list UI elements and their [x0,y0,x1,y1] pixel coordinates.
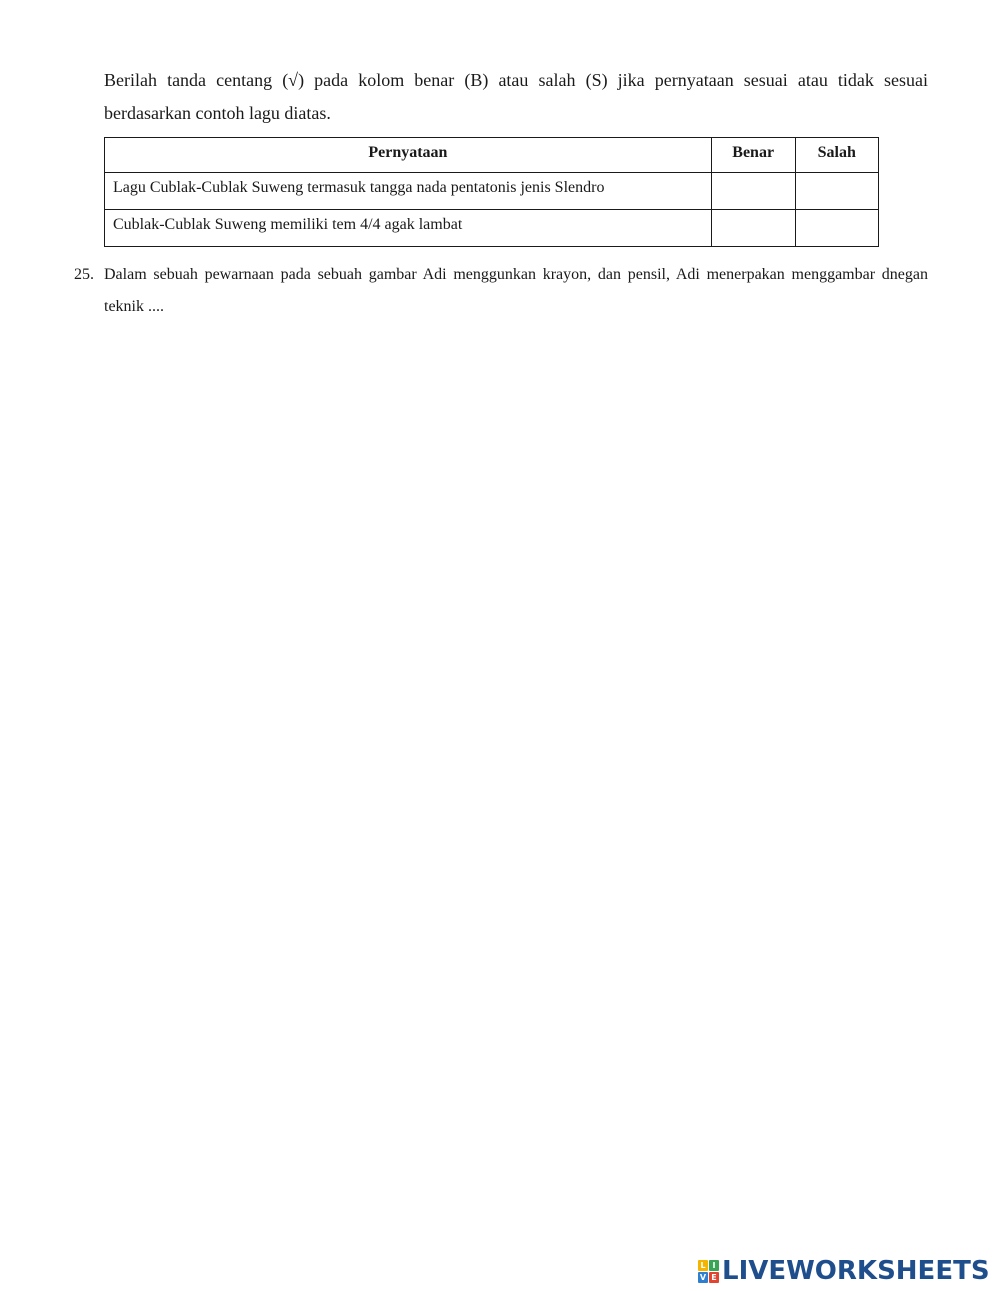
logo-mark-icon [698,1260,719,1283]
salah-checkbox-cell[interactable] [795,173,878,210]
table-header-row [105,138,879,173]
statement-cell: Lagu Cublak-Cublak Suweng termasuk tangga nada pentatonis jenis Slendro [105,173,712,210]
instruction-text: Berilah tanda centang (√) pada kolom benar (B) atau salah (S) jika pernyataan sesuai atau tidak sesuai berdasarkan contoh lagu diatas. [104,70,928,123]
logo-text: LIVEWORKSHEETS [722,1256,990,1286]
salah-checkbox-cell[interactable] [795,210,878,247]
logo-mark-letter: L [698,1260,708,1271]
header-salah: Salah [795,138,878,173]
header-pernyataan: Pernyataan [105,138,712,173]
benar-checkbox-cell[interactable] [711,173,795,210]
question-text: Dalam sebuah pewarnaan pada sebuah gambar Adi menggunkan krayon, dan pensil, Adi menerpakan menggambar dnegan teknik .... [104,266,928,315]
statement-cell: Cublak-Cublak Suweng memiliki tem 4/4 agak lambat [105,210,712,247]
logo-mark-letter: V [699,1272,707,1282]
header-benar: Benar [711,138,795,173]
logo-mark-letter: E [709,1272,719,1283]
question-25 [74,259,928,323]
table-row [105,173,879,210]
statement-table [104,137,879,247]
benar-checkbox-cell[interactable] [711,210,795,247]
table-row [105,210,879,247]
logo-mark-letter: I [709,1260,719,1271]
liveworksheets-logo [698,1256,990,1286]
question-number: 25. [74,266,94,283]
